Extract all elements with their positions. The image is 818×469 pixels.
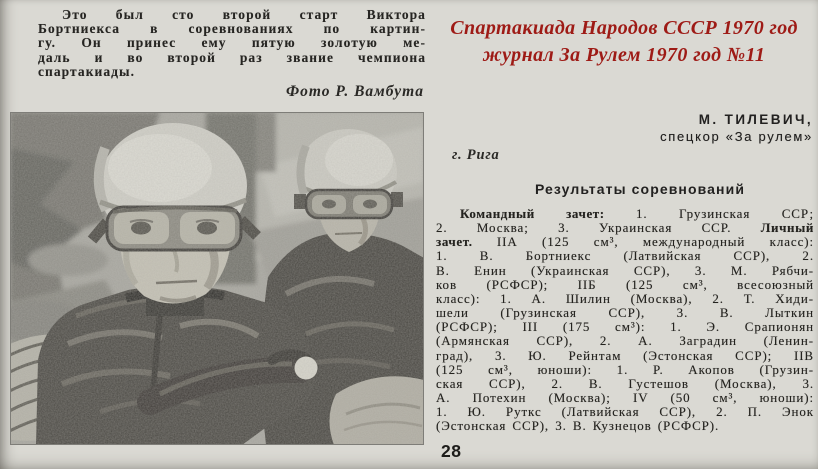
text-line [38, 36, 426, 50]
text-run: град), 3. Ю. Рейнтам (Эстонская ССР); IIВ [436, 347, 814, 363]
intro-paragraph [38, 8, 426, 79]
text-line [436, 306, 814, 320]
text-line [436, 207, 814, 221]
text-line [436, 278, 814, 292]
text-run: ская ССР), 2. В. Густешов (Москва), 3. [436, 375, 814, 391]
text-line [38, 8, 426, 22]
text-line [436, 264, 814, 278]
text-run: класс): 1. А. Шилин (Москва), 2. Т. Хиди- [436, 290, 814, 306]
text-line [436, 235, 814, 249]
byline-city: г. Рига [452, 147, 500, 163]
text-line [436, 221, 814, 235]
text-run: (РСФСР); III (175 см³): 1. Э. Срапионян [436, 319, 814, 335]
bold-run: Личный [760, 220, 814, 236]
text-run: спартакиады. [38, 63, 136, 79]
annotation-line-2: журнал За Рулем 1970 год №11 [482, 44, 766, 66]
byline-role: спецкор «За рулем» [660, 129, 813, 144]
text-line [436, 419, 814, 433]
text-run: 1. Грузинская ССР; [635, 206, 814, 221]
text-line [436, 334, 814, 348]
text-run: (Армянская ССР), 2. А. Заградин (Ленин- [436, 333, 814, 349]
text-run: даль и во второй раз звание чемпиона [38, 49, 426, 65]
photo-two-racers [10, 112, 424, 445]
annotation-line-1: Спартакиада Народов СССР 1970 год [450, 17, 798, 39]
text-run: ков (РСФСР); IIБ (125 см³, всесоюзный [436, 276, 814, 292]
byline [435, 112, 813, 144]
halftone-grain-light [10, 112, 424, 445]
photo-credit: Фото Р. Вамбута [286, 83, 424, 101]
text-line [436, 377, 814, 391]
text-run: Бортниекса в соревнованиях по картин- [38, 21, 426, 37]
text-run: 1. Ю. Руткс (Латвийская ССР), 2. П. Энок [436, 404, 814, 420]
text-line [436, 391, 814, 405]
results-heading: Результаты соревнований [534, 181, 746, 197]
text-run: В. Енин (Украинская ССР), 3. М. Рябчи- [436, 262, 814, 278]
text-run: Это был сто второй старт Виктора [62, 7, 426, 22]
text-run: А. Потехин (Москва); IV (50 см³, юноши): [436, 390, 814, 406]
text-line [436, 320, 814, 334]
text-line [436, 249, 814, 263]
intro-article [38, 8, 426, 101]
text-line [38, 22, 426, 36]
text-line [38, 65, 426, 79]
text-run: (Эстонская ССР), 3. В. Кузнецов (РСФСР). [436, 418, 720, 434]
page-number: 28 [441, 441, 462, 461]
text-line [38, 51, 426, 65]
text-run: (125 см³, юноши): 1. Р. Акопов (Грузин- [436, 361, 814, 377]
text-run: гу. Он принес ему пятую золотую ме- [38, 35, 426, 51]
text-line [436, 405, 814, 419]
bold-run: зачет. [436, 234, 473, 250]
bold-run: Командный зачет: [460, 206, 636, 221]
text-run: 2. Москва; 3. Украинская ССР. [436, 220, 761, 236]
text-line [436, 292, 814, 306]
photo-illustration [10, 112, 424, 445]
annotation-title [436, 15, 812, 69]
text-run: 1. В. Бортниекс (Латвийская ССР), 2. [436, 248, 814, 264]
text-line [436, 349, 814, 363]
results-paragraph [436, 207, 814, 434]
byline-author: М. ТИЛЕВИЧ, [698, 112, 813, 127]
text-run: IIА (125 см³, международный класс): [472, 234, 814, 250]
text-run: шели (Грузинская ССР), 3. В. Лыткин [436, 305, 814, 321]
text-line [436, 363, 814, 377]
